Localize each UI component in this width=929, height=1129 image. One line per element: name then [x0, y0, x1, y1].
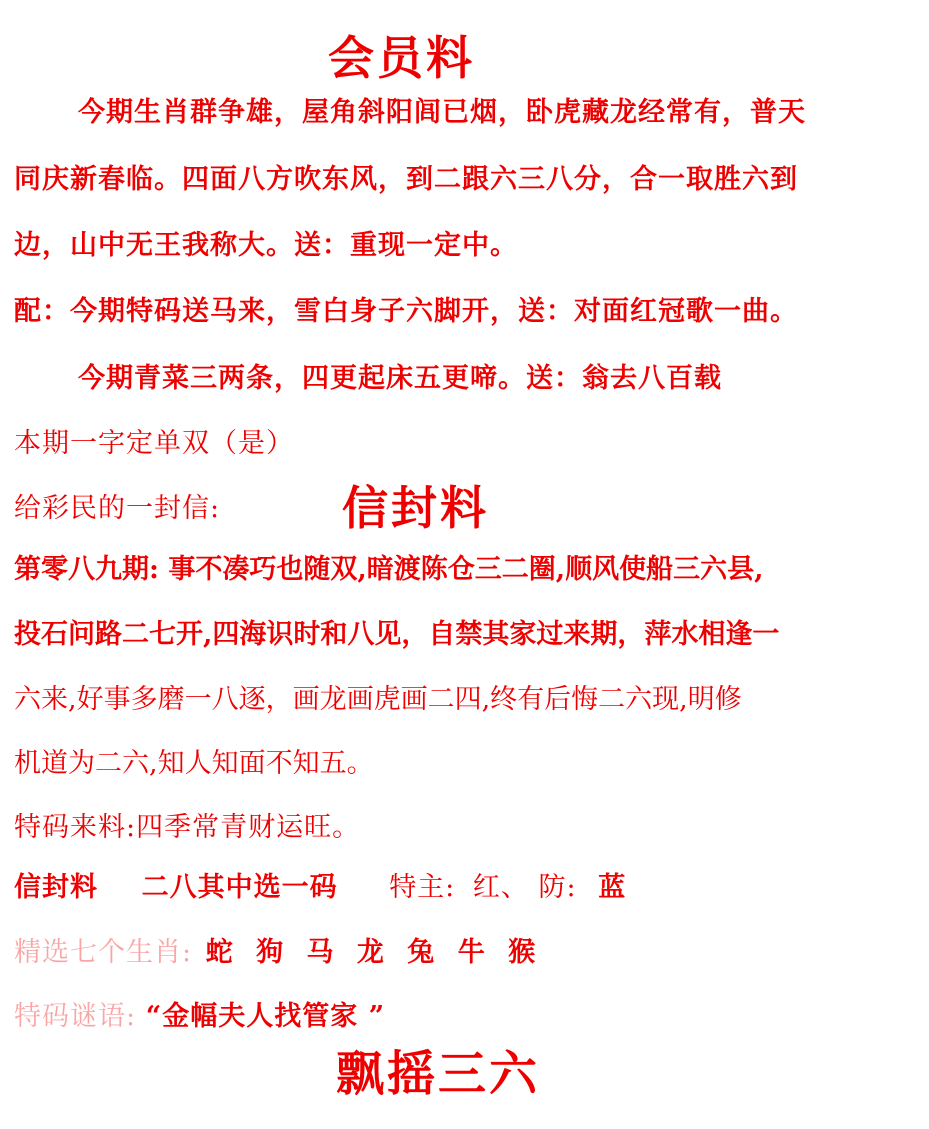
envelope-line: [14, 870, 626, 906]
envelope-guard-label: 防:: [538, 872, 577, 903]
letter-intro: 给彩民的一封信:: [14, 493, 221, 524]
member-para2: 配：今期特码送马来，雪白身子六脚开，送：对面红冠歌一曲。: [14, 296, 798, 327]
envelope-label: 信封料: [14, 872, 98, 903]
member-para4: 本期一字定单双（是）: [14, 428, 294, 459]
member-para1-line2: 同庆新春临。四面八方吹东风，到二跟六三八分，合一取胜六到: [14, 164, 798, 195]
letter-line2: 投石问路二七开,四海识时和八见，自禁其家过来期，萍水相逢一: [14, 619, 780, 650]
tema-line: 特码来料:四季常青财运旺。: [14, 812, 361, 843]
letter-line1: 第零八九期: 事不凑巧也随双,暗渡陈仓三二圈,顺风使船三六县,: [14, 554, 764, 585]
envelope-main-value: 红、: [472, 872, 529, 903]
zodiac-line: [14, 935, 542, 971]
riddle-value: “金幅夫人找管家 ”: [145, 1001, 386, 1032]
member-para1-line3: 边，山中无王我称大。送：重现一定中。: [14, 230, 518, 261]
member-para1-line1: 今期生肖群争雄，屋角斜阳闾已烟，卧虎藏龙经常有，普天: [78, 97, 806, 128]
zodiac-values: 蛇 狗 马 龙 兔 牛 猴: [205, 937, 543, 968]
zodiac-label: 精选七个生肖:: [14, 937, 193, 968]
letter-title: 信封料: [342, 481, 489, 535]
envelope-guard-value: 蓝: [598, 872, 627, 903]
letter-line4: 机道为二六,知人知面不知五。: [14, 748, 374, 779]
envelope-main-label: 特主:: [389, 872, 456, 903]
riddle-line: [14, 999, 385, 1035]
title-member-material: 会员料: [328, 31, 475, 85]
envelope-pick: 二八其中选一码: [141, 872, 338, 903]
member-para3: 今期青菜三两条，四更起床五更啼。送：翁去八百载: [78, 363, 722, 394]
letter-line3: 六来,好事多磨一八逐，画龙画虎画二四,终有后悔二六现,明修: [14, 684, 742, 715]
title-bottom: 飘摇三六: [336, 1046, 541, 1102]
riddle-label: 特码谜语:: [14, 1001, 137, 1032]
